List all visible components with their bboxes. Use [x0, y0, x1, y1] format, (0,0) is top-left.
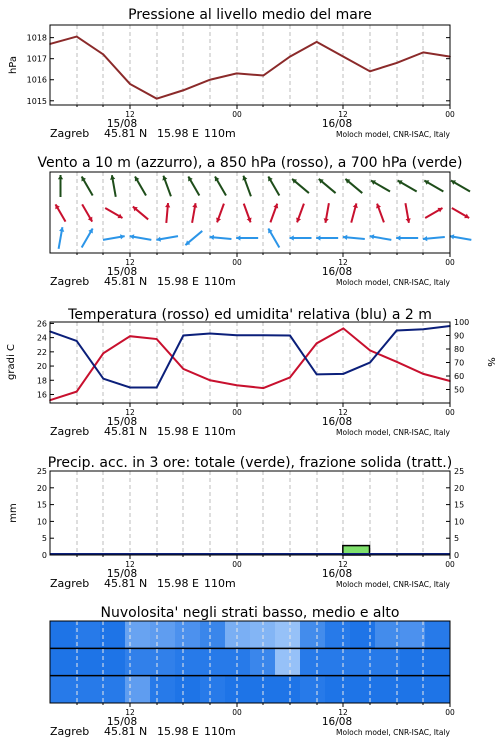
y-tick-label-right: 20 — [454, 483, 465, 493]
x-tick-label: 12 — [125, 408, 135, 417]
date-label: 16/08 — [321, 118, 353, 130]
cloud-cell — [175, 621, 201, 648]
humidity-point — [183, 335, 185, 337]
location-elev: 110m — [204, 275, 236, 288]
y-tick-label: 26 — [36, 319, 47, 329]
wind-arrow-head — [343, 235, 347, 240]
model-credit: Moloch model, CNR-ISAC, Italy — [336, 428, 450, 437]
location-name: Zagreb — [50, 127, 90, 140]
wind-arrow — [210, 235, 232, 240]
x-tick-label: 00 — [232, 560, 242, 569]
date-label: 15/08 — [106, 568, 138, 580]
y-tick-label: 10 — [36, 517, 47, 527]
chart-title: Vento a 10 m (azzurro), a 850 hPa (rosso), a 700 hPa (verde) — [37, 155, 463, 171]
humidity-point — [76, 340, 78, 342]
date-label: 16/08 — [321, 416, 353, 428]
wind-arrow — [216, 204, 224, 223]
wind-arrow — [215, 176, 226, 195]
cloud-cell — [400, 648, 426, 675]
date-label: 15/08 — [106, 118, 138, 130]
y-tick-label-right: 80 — [454, 345, 465, 354]
pressure-point — [209, 79, 211, 81]
y-axis-label: gradi C — [6, 344, 17, 380]
wind-arrow — [82, 204, 92, 221]
location-lon: 15.98 E — [157, 725, 199, 738]
cloud-cell — [100, 676, 126, 703]
y-tick-label-right: 5 — [454, 534, 460, 544]
cloud-cell — [175, 648, 201, 675]
cloud-cell — [275, 621, 301, 648]
x-tick-label: 00 — [232, 408, 242, 417]
y-tick-label: 1016 — [26, 75, 47, 85]
pressure-point — [369, 71, 371, 73]
date-label: 15/08 — [106, 266, 138, 278]
pressure-point — [343, 56, 345, 58]
temperature-point — [129, 335, 131, 337]
location-lat: 45.81 N — [104, 425, 148, 438]
cloud-cell — [400, 676, 426, 703]
pressure-point — [289, 56, 291, 58]
location-lon: 15.98 E — [157, 425, 199, 438]
y-axis-label: mm — [8, 503, 19, 523]
x-tick-label: 00 — [232, 258, 242, 267]
location-lon: 15.98 E — [157, 127, 199, 140]
plot-frame — [50, 471, 450, 555]
wind-arrow — [405, 203, 410, 223]
temperature-point — [156, 338, 158, 340]
pressure-point — [76, 36, 78, 38]
x-tick-label: 12 — [125, 258, 135, 267]
cloud-cell — [300, 648, 326, 675]
pressure-chart — [8, 7, 455, 140]
date-label: 16/08 — [321, 716, 353, 728]
wind-arrow — [423, 236, 445, 241]
model-credit: Moloch model, CNR-ISAC, Italy — [336, 580, 450, 589]
x-tick-label: 00 — [445, 560, 455, 569]
temperature-point — [209, 379, 211, 381]
location-name: Zagreb — [50, 425, 90, 438]
x-tick-label: 12 — [125, 560, 135, 569]
location-elev: 110m — [204, 425, 236, 438]
wind-chart — [37, 155, 471, 288]
cloud-cell — [100, 621, 126, 648]
chart-title: Precip. acc. in 3 ore: totale (verde), frazione solida (tratt.) — [47, 455, 453, 471]
x-tick-label: 00 — [445, 258, 455, 267]
wind-arrow — [244, 204, 252, 223]
pressure-line — [50, 37, 450, 99]
pressure-point — [396, 62, 398, 64]
model-credit: Moloch model, CNR-ISAC, Italy — [336, 728, 450, 737]
cloud-cell — [150, 676, 176, 703]
humidity-point — [396, 330, 398, 332]
cloud-cell — [275, 648, 301, 675]
chart-title: Pressione al livello medio del mare — [128, 7, 372, 23]
y-tick-label-right: 15 — [454, 500, 465, 510]
y-tick-label-right: 25 — [454, 467, 465, 476]
y-tick-label: 1017 — [26, 54, 47, 64]
wind-arrow — [425, 208, 442, 218]
y-tick-label-right: 70 — [454, 358, 465, 368]
wind-arrow — [59, 227, 65, 249]
temperature-point — [343, 328, 345, 330]
cloud-cell — [225, 621, 251, 648]
date-label: 15/08 — [106, 716, 138, 728]
cloud-cover-chart — [50, 605, 455, 738]
wind-arrow — [58, 175, 63, 197]
cloud-cell — [200, 648, 226, 675]
x-tick-label: 12 — [125, 110, 135, 119]
cloud-cell — [300, 621, 326, 648]
humidity-point — [209, 333, 211, 335]
cloud-cell — [300, 676, 326, 703]
location-lat: 45.81 N — [104, 275, 148, 288]
wind-arrow — [296, 204, 304, 223]
temperature-point — [236, 384, 238, 386]
wind-arrow — [55, 204, 65, 221]
cloud-cell — [225, 676, 251, 703]
temperature-point — [316, 343, 318, 345]
temperature-humidity-chart — [6, 307, 496, 438]
cloud-cell — [150, 648, 176, 675]
location-lon: 15.98 E — [157, 577, 199, 590]
y-tick-label: 5 — [41, 534, 47, 544]
cloud-cell — [425, 676, 451, 703]
precipitation-chart — [8, 455, 464, 590]
wind-arrow — [188, 176, 199, 195]
wind-arrow — [370, 234, 392, 240]
temperature-point — [263, 387, 265, 389]
y-tick-label: 1015 — [26, 96, 47, 106]
location-lon: 15.98 E — [157, 275, 199, 288]
location-name: Zagreb — [50, 725, 90, 738]
y-tick-label: 25 — [36, 467, 47, 476]
location-elev: 110m — [204, 725, 236, 738]
cloud-cell — [125, 621, 151, 648]
date-label: 16/08 — [321, 266, 353, 278]
pressure-point — [183, 89, 185, 91]
cloud-cell — [350, 676, 376, 703]
cloud-cell — [75, 676, 101, 703]
wind-arrow — [351, 203, 358, 222]
wind-arrow — [268, 176, 279, 195]
pressure-point — [129, 83, 131, 85]
pressure-point — [423, 52, 425, 54]
humidity-point — [316, 374, 318, 376]
x-tick-label: 00 — [445, 708, 455, 717]
cloud-cell — [425, 648, 451, 675]
x-tick-label: 00 — [445, 408, 455, 417]
wind-arrow — [371, 180, 390, 191]
cloud-cell — [50, 621, 76, 648]
humidity-point — [289, 335, 291, 337]
cloud-cell — [50, 648, 76, 675]
pressure-point — [263, 75, 265, 77]
y-tick-label: 16 — [36, 390, 47, 400]
y-tick-label-right: 0 — [454, 551, 460, 560]
y-tick-label: 18 — [36, 376, 47, 386]
wind-arrow — [398, 180, 417, 191]
wind-arrow — [396, 235, 418, 240]
x-tick-label: 12 — [338, 708, 348, 717]
wind-arrow — [185, 231, 202, 245]
wind-arrow — [156, 236, 178, 242]
humidity-point — [156, 387, 158, 389]
y-tick-label: 24 — [36, 333, 47, 343]
y-tick-label-right: 100 — [454, 318, 470, 327]
pressure-point — [236, 73, 238, 75]
wind-arrow — [324, 203, 329, 223]
humidity-point — [423, 328, 425, 330]
temperature-point — [289, 377, 291, 379]
humidity-point — [263, 334, 265, 336]
x-tick-label: 00 — [232, 110, 242, 119]
wind-arrow — [450, 234, 472, 240]
humidity-point — [343, 373, 345, 375]
location-name: Zagreb — [50, 275, 90, 288]
cloud-cell — [200, 676, 226, 703]
y-tick-label: 22 — [36, 347, 47, 357]
wind-arrow — [82, 228, 93, 247]
wind-arrow — [133, 207, 148, 220]
location-lat: 45.81 N — [104, 577, 148, 590]
temperature-point — [369, 350, 371, 352]
wind-arrow — [290, 235, 312, 240]
cloud-cell — [400, 621, 426, 648]
pressure-point — [316, 41, 318, 43]
y-tick-label-right: 50 — [454, 385, 465, 395]
y-tick-label-right: 90 — [454, 331, 465, 341]
x-tick-label: 12 — [338, 110, 348, 119]
wind-arrow-head — [423, 236, 427, 241]
wind-arrow — [192, 203, 197, 223]
cloud-cell — [175, 676, 201, 703]
wind-arrow — [343, 235, 365, 240]
wind-arrow — [110, 175, 116, 197]
cloud-cell — [225, 648, 251, 675]
humidity-point — [103, 378, 105, 380]
cloud-cell — [150, 621, 176, 648]
x-tick-label: 12 — [125, 708, 135, 717]
y-tick-label: 1018 — [26, 33, 47, 43]
model-credit: Moloch model, CNR-ISAC, Italy — [336, 278, 450, 287]
temperature-point — [396, 361, 398, 363]
cloud-cell — [325, 676, 351, 703]
temperature-point — [183, 368, 185, 370]
y-tick-label: 20 — [36, 362, 47, 372]
y-tick-label-right: 10 — [454, 517, 465, 527]
model-credit: Moloch model, CNR-ISAC, Italy — [336, 130, 450, 139]
chart-title: Temperatura (rosso) ed umidita' relativa (blu) a 2 m — [68, 307, 432, 323]
date-label: 15/08 — [106, 416, 138, 428]
cloud-cell — [100, 648, 126, 675]
temperature-point — [423, 373, 425, 375]
y-axis-label: hPa — [8, 55, 19, 75]
wind-arrow — [130, 234, 152, 240]
pressure-point — [156, 98, 158, 100]
wind-arrow — [165, 203, 170, 223]
wind-arrow — [236, 235, 258, 240]
wind-arrow-head — [58, 175, 63, 179]
humidity-point — [129, 387, 131, 389]
y-axis-label-right: % — [485, 357, 496, 367]
wind-arrow — [270, 204, 278, 223]
wind-arrow — [242, 176, 251, 197]
wind-arrow — [135, 176, 146, 195]
wind-arrow — [268, 228, 279, 247]
cloud-cell — [125, 676, 151, 703]
wind-arrow-head — [165, 203, 170, 207]
plot-frame — [50, 322, 450, 403]
y-tick-label: 15 — [36, 500, 47, 510]
cloud-cell — [75, 648, 101, 675]
x-tick-label: 12 — [338, 258, 348, 267]
location-lat: 45.81 N — [104, 127, 148, 140]
x-tick-label: 12 — [338, 408, 348, 417]
pressure-point — [103, 54, 105, 56]
x-tick-label: 12 — [338, 560, 348, 569]
humidity-line — [50, 326, 450, 387]
x-tick-label: 00 — [232, 708, 242, 717]
wind-arrow — [292, 179, 309, 193]
temperature-point — [103, 352, 105, 354]
cloud-cell — [200, 621, 226, 648]
wind-arrow — [319, 179, 336, 193]
cloud-cell — [275, 676, 301, 703]
wind-arrow — [103, 234, 125, 240]
cloud-cell — [50, 676, 76, 703]
wind-arrow — [316, 235, 338, 240]
cloud-cell — [350, 621, 376, 648]
chart-title: Nuvolosita' negli strati basso, medio e alto — [100, 605, 400, 621]
cloud-cell — [75, 621, 101, 648]
wind-arrow — [451, 180, 470, 191]
cloud-cell — [125, 648, 151, 675]
humidity-point — [236, 334, 238, 336]
wind-arrow — [376, 204, 384, 223]
humidity-point — [369, 362, 371, 364]
wind-arrow — [345, 179, 362, 193]
cloud-cell — [325, 621, 351, 648]
temperature-point — [76, 391, 78, 393]
cloud-cell — [325, 648, 351, 675]
y-tick-label-right: 60 — [454, 372, 465, 381]
wind-arrow — [452, 208, 469, 218]
wind-arrow — [424, 180, 443, 191]
cloud-cell — [425, 621, 451, 648]
cloud-cell — [350, 648, 376, 675]
location-name: Zagreb — [50, 577, 90, 590]
plot-frame — [50, 172, 450, 253]
location-lat: 45.81 N — [104, 725, 148, 738]
location-elev: 110m — [204, 577, 236, 590]
date-label: 16/08 — [321, 568, 353, 580]
x-tick-label: 00 — [445, 110, 455, 119]
y-tick-label: 0 — [41, 551, 47, 560]
wind-arrow — [105, 208, 122, 218]
wind-arrow — [82, 176, 93, 195]
location-elev: 110m — [204, 127, 236, 140]
wind-arrow — [162, 176, 171, 197]
y-tick-label: 20 — [36, 483, 47, 493]
